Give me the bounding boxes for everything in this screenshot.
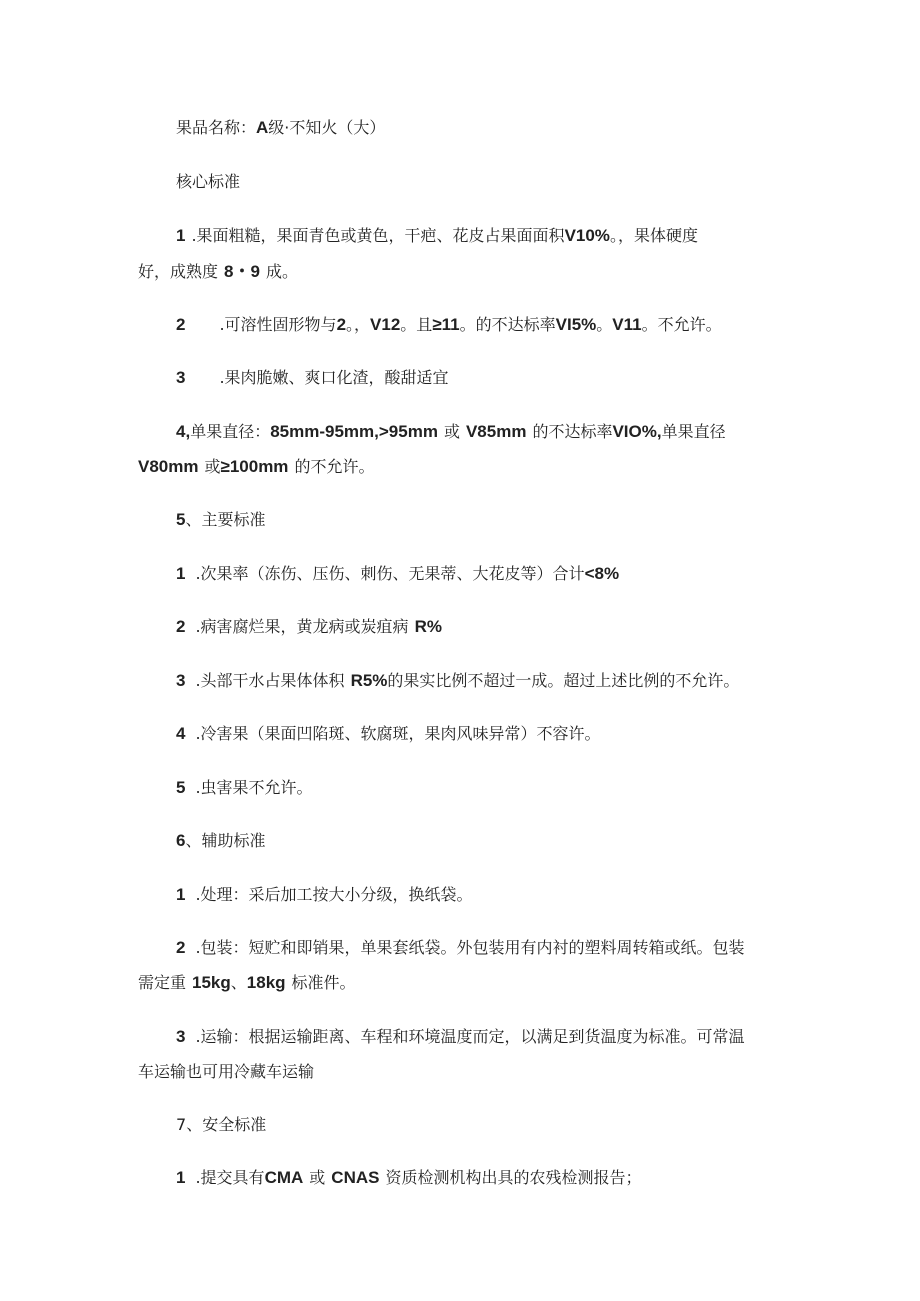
aux-item-2-cont <box>138 973 786 993</box>
item-value: V11 <box>612 315 642 334</box>
item-text: 的果实比例不超过一成。超过上述比例的不允许。 <box>387 671 740 690</box>
item-text: 车运输也可用冷藏车运输 <box>138 1062 315 1081</box>
item-text: 成。 <box>265 262 298 281</box>
main-item-1 <box>176 564 786 584</box>
item-value: VIO%, <box>612 422 662 441</box>
item-value: CNAS <box>331 1168 380 1187</box>
item-value: 18kg <box>246 973 286 992</box>
item-number: 2 <box>176 938 186 957</box>
item-value: 15kg <box>192 973 231 992</box>
item-text: 需定重 <box>138 973 187 992</box>
core-heading: 核心标准 <box>176 172 241 191</box>
section-number: 6 <box>176 831 186 850</box>
core-item-4-cont <box>138 457 786 477</box>
main-item-5 <box>176 778 786 798</box>
item-text: 单果直径 <box>661 422 726 441</box>
item-number: 1 <box>176 226 186 245</box>
item-value: 85mm-95mm,>95mm <box>270 422 438 441</box>
item-text: 标准件。 <box>291 973 356 992</box>
item-text: .果肉脆嫩、爽口化渣，酸甜适宜 <box>219 368 449 387</box>
safety-heading <box>176 1115 786 1135</box>
item-text: 。且 <box>400 315 433 334</box>
main-item-3 <box>176 671 786 691</box>
aux-item-3 <box>176 1027 786 1047</box>
item-number: 3 <box>176 1027 186 1046</box>
item-text: .运输：根据运输距离、车程和环境温度而定，以满足到货温度为标准。可常温 <box>195 1027 745 1046</box>
item-number: 2 <box>176 315 186 334</box>
safety-item-1 <box>176 1168 786 1188</box>
item-value: V12 <box>370 315 401 334</box>
item-value: V85mm <box>465 422 527 441</box>
item-text: 。 <box>596 315 613 334</box>
item-number: 2 <box>176 617 186 636</box>
item-value: ≥100mm <box>220 457 289 476</box>
item-number: 1 <box>176 564 186 583</box>
item-text: .虫害果不允许。 <box>195 778 313 797</box>
item-value: V10% <box>564 226 610 245</box>
item-text: 好，成熟度 <box>138 262 219 281</box>
item-text: 。，果体硬度 <box>609 226 698 245</box>
item-number: 1 <box>176 885 186 904</box>
section-title: 、主要标准 <box>185 510 266 529</box>
item-text: .病害腐烂果，黄龙病或炭疽病 <box>195 617 409 636</box>
item-text: .次果率（冻伤、压伤、刺伤、无果蒂、大花皮等）合计 <box>195 564 585 583</box>
item-number: 4, <box>176 422 191 441</box>
fruit-name-label: 果品名称： <box>176 118 257 137</box>
item-value: V80mm <box>138 457 199 476</box>
core-item-2 <box>176 315 786 335</box>
item-text: 或 <box>443 422 460 441</box>
item-number: 3 <box>176 368 186 387</box>
item-text: .冷害果（果面凹陷斑、软腐斑，果肉风味异常）不容许。 <box>195 724 601 743</box>
main-item-2 <box>176 617 786 637</box>
item-value: 8・9 <box>224 262 260 281</box>
item-value: <8% <box>584 564 620 583</box>
item-text: .包装：短贮和即销果，单果套纸袋。外包装用有内衬的塑料周转箱或纸。包装 <box>195 938 745 957</box>
fruit-name-line <box>176 118 786 138</box>
item-text: 资质检测机构出具的农残检测报告； <box>385 1168 642 1187</box>
item-value: CMA <box>264 1168 304 1187</box>
item-text: .处理：采后加工按大小分级，换纸袋。 <box>195 885 473 904</box>
core-item-3 <box>176 368 786 388</box>
item-number: 1 <box>176 1168 186 1187</box>
item-value: 2 <box>336 315 347 334</box>
section-title: 、安全标准 <box>186 1115 267 1134</box>
item-text: 的不达标率 <box>532 422 613 441</box>
item-value: VI5% <box>555 315 597 334</box>
item-text: 或 <box>204 457 221 476</box>
item-text: .可溶性固形物与 <box>219 315 337 334</box>
core-item-4 <box>176 422 786 442</box>
aux-heading <box>176 831 786 851</box>
item-text: 的不允许。 <box>294 457 375 476</box>
item-text: .提交具有 <box>195 1168 265 1187</box>
section-title: 、辅助标准 <box>185 831 266 850</box>
item-number: 3 <box>176 671 186 690</box>
item-text: 单果直径： <box>190 422 271 441</box>
item-text: 。不允许。 <box>641 315 722 334</box>
section-number: 7 <box>176 1115 187 1134</box>
aux-item-1 <box>176 885 786 905</box>
item-text: 或 <box>309 1168 326 1187</box>
main-heading <box>176 510 786 530</box>
item-text: 、 <box>230 973 247 992</box>
item-text: .果面粗糙，果面青色或黄色，干疤、花皮占果面面积 <box>191 226 565 245</box>
item-value: R% <box>414 617 442 636</box>
aux-item-2 <box>176 938 786 958</box>
item-text: .头部干水占果体体积 <box>195 671 345 690</box>
item-number: 4 <box>176 724 186 743</box>
item-number: 5 <box>176 778 186 797</box>
aux-item-3-cont <box>138 1062 786 1082</box>
fruit-name-value: 级·不知火（大） <box>268 118 386 137</box>
item-text: 。， <box>346 315 371 334</box>
core-item-1 <box>176 226 786 246</box>
fruit-grade: A <box>256 118 269 137</box>
main-item-4 <box>176 724 786 744</box>
item-value: ≥11 <box>432 315 460 334</box>
section-number: 5 <box>176 510 186 529</box>
item-value: R5% <box>350 671 388 690</box>
core-item-1-cont <box>138 262 786 282</box>
item-text: 。的不达标率 <box>459 315 556 334</box>
